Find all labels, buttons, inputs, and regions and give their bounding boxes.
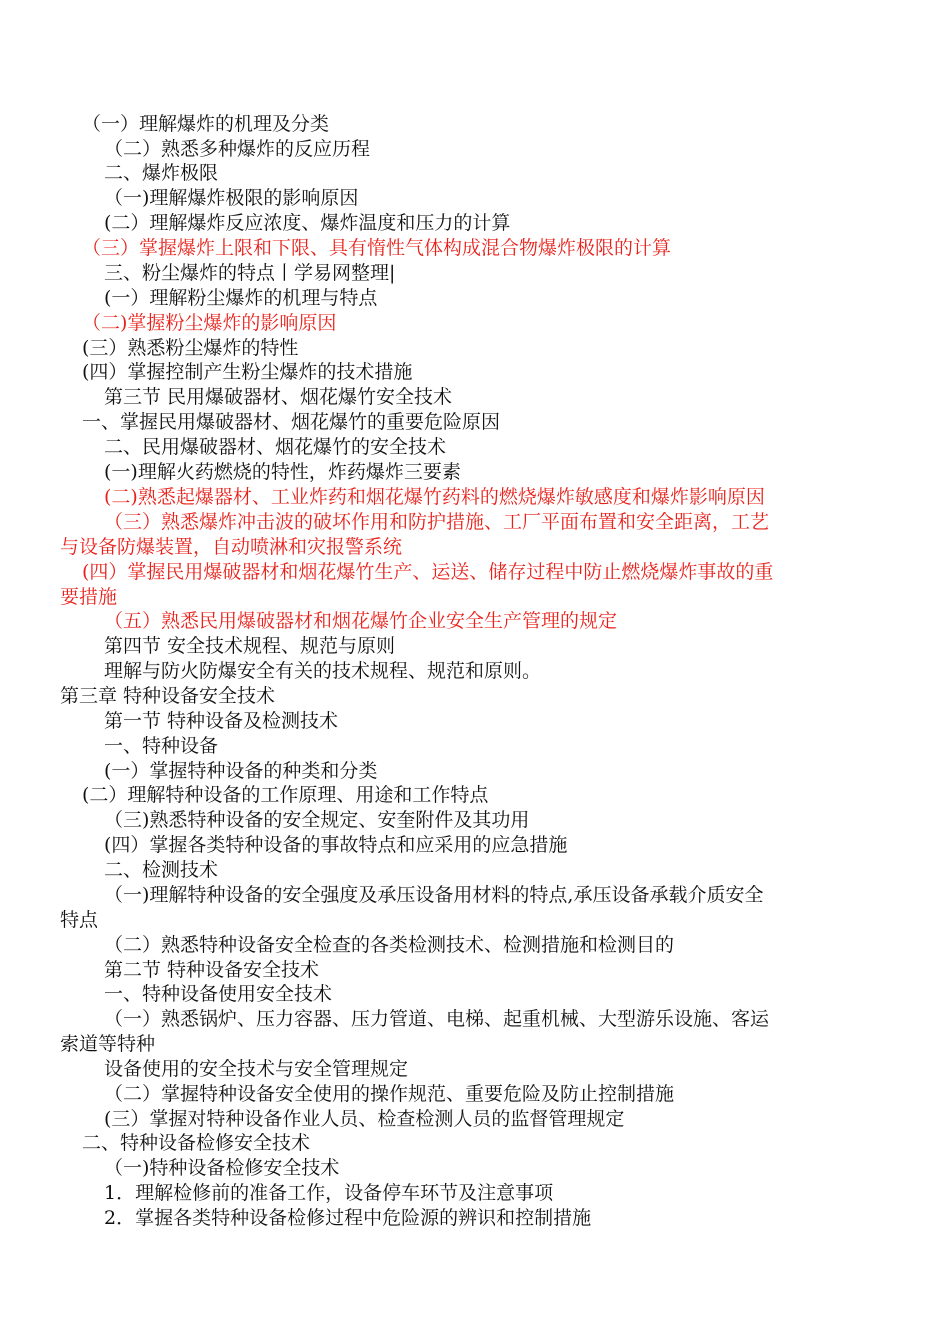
text-line: (四）掌握各类特种设备的事故特点和应采用的应急措施 — [104, 834, 568, 856]
text-line: 三、粉尘爆炸的特点丨学易网整理| — [104, 262, 396, 284]
text-line: （一)理解特种设备的安全强度及承压设备用材料的特点,承压设备承载介质安全 — [104, 884, 764, 906]
text-line: （一)特种设备检修安全技术 — [104, 1157, 340, 1179]
section-heading: 第二节 特种设备安全技术 — [104, 959, 320, 981]
text-line: （一）理解爆炸的机理及分类 — [82, 113, 330, 135]
text-line-highlighted: （二)掌握粉尘爆炸的影响原因 — [82, 312, 337, 334]
text-line-highlighted: （三）熟悉爆炸冲击波的破坏作用和防护措施、工厂平面布置和安全距离，工艺 — [104, 511, 770, 533]
text-line: 二、爆炸极限 — [104, 162, 219, 184]
text-line-highlighted: （五）熟悉民用爆破器材和烟花爆竹企业安全生产管理的规定 — [104, 610, 618, 632]
text-line: (一）理解粉尘爆炸的机理与特点 — [104, 287, 378, 309]
text-line-highlighted: （三）掌握爆炸上限和下限、具有惰性气体构成混合物爆炸极限的计算 — [82, 237, 672, 259]
text-line: （一)理解爆炸极限的影响原因 — [104, 187, 359, 209]
text-line: 二、特种设备检修安全技术 — [82, 1132, 311, 1154]
text-line: (四）掌握控制产生粉尘爆炸的技术措施 — [82, 361, 413, 383]
text-line: （二）掌握特种设备安全使用的操作规范、重要危险及防止控制措施 — [104, 1083, 675, 1105]
text-line: (三）掌握对特种设备作业人员、检查检测人员的监督管理规定 — [104, 1108, 625, 1130]
chapter-heading: 第三章 特种设备安全技术 — [60, 685, 276, 707]
text-line: （三)熟悉特种设备的安全规定、安奎附件及其功用 — [104, 809, 530, 831]
text-line: 一、特种设备 — [104, 735, 219, 757]
text-line: （二）熟悉多种爆炸的反应历程 — [104, 138, 371, 160]
text-line: 1．理解检修前的准备工作，设备停车环节及注意事项 — [104, 1182, 554, 1204]
text-line-highlighted: 要措施 — [60, 586, 118, 608]
text-line: （一）熟悉锅炉、压力容器、压力管道、电梯、起重机械、大型游乐设施、客运 — [104, 1008, 770, 1030]
text-line: (二）理解爆炸反应浓度、爆炸温度和压力的计算 — [104, 212, 511, 234]
text-line: 一、掌握民用爆破器材、烟花爆竹的重要危险原因 — [82, 411, 501, 433]
section-heading: 第一节 特种设备及检测技术 — [104, 710, 339, 732]
text-line: （二）熟悉特种设备安全检查的各类检测技术、检测措施和检测目的 — [104, 934, 675, 956]
section-heading: 第四节 安全技术规程、规范与原则 — [104, 635, 396, 657]
text-line: (一)理解火药燃烧的特性，炸药爆炸三要素 — [104, 461, 461, 483]
text-line-highlighted: 与设备防爆装置，自动喷淋和灾报警系统 — [60, 536, 403, 558]
text-line: 设备使用的安全技术与安全管理规定 — [104, 1058, 409, 1080]
text-line-highlighted: (四）掌握民用爆破器材和烟花爆竹生产、运送、储存过程中防止燃烧爆炸事故的重 — [82, 561, 774, 583]
text-line: (二）理解特种设备的工作原理、用途和工作特点 — [82, 784, 489, 806]
text-line: 特点 — [60, 909, 99, 931]
text-line: 二、检测技术 — [104, 859, 219, 881]
text-line-highlighted: (二)熟悉起爆器材、工业炸药和烟花爆竹药料的燃烧爆炸敏感度和爆炸影响原因 — [104, 486, 765, 508]
text-line: 理解与防火防爆安全有关的技术规程、规范和原则。 — [104, 660, 542, 682]
text-line: (一）掌握特种设备的种类和分类 — [104, 760, 378, 782]
text-line: 一、特种设备使用安全技术 — [104, 983, 333, 1005]
text-line: 索道等特种 — [60, 1033, 156, 1055]
section-heading: 第三节 民用爆破器材、烟花爆竹安全技术 — [104, 386, 453, 408]
text-line: 2．掌握各类特种设备检修过程中危险源的辨识和控制措施 — [104, 1207, 592, 1229]
text-line: (三）熟悉粉尘爆炸的特性 — [82, 337, 299, 359]
text-line: 二、民用爆破器材、烟花爆竹的安全技术 — [104, 436, 447, 458]
